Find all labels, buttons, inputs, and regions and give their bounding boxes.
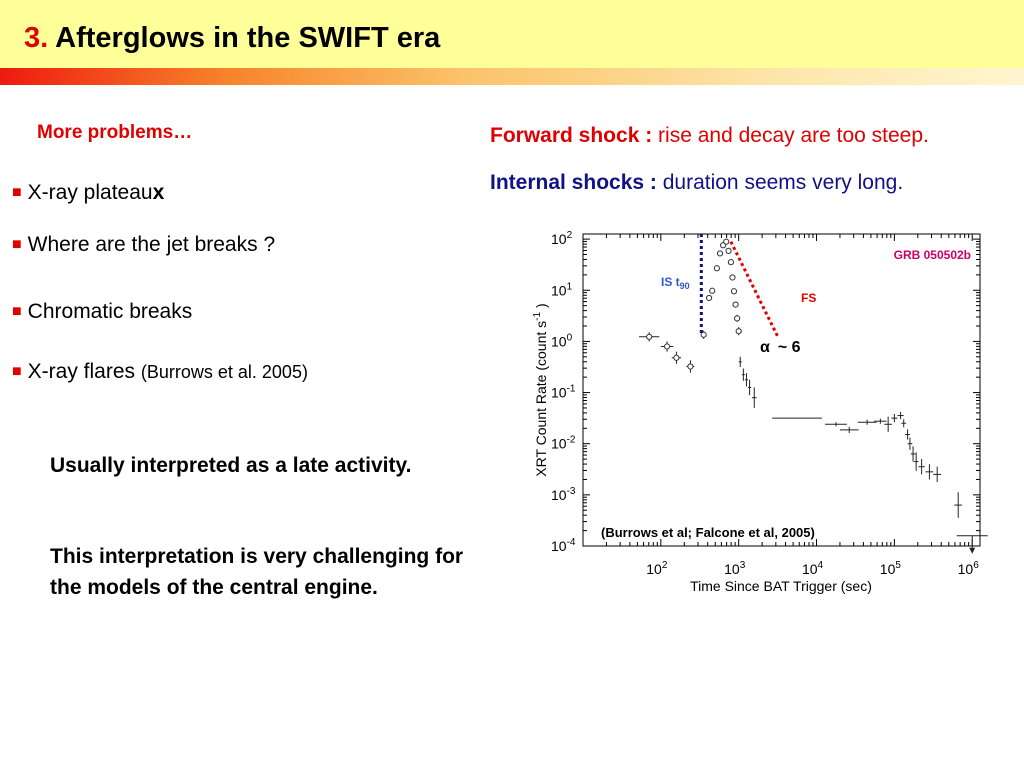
bullet-citation: (Burrows et al. 2005) xyxy=(140,362,308,382)
y-tick-label: $10^1$ xyxy=(551,281,573,299)
data-point xyxy=(905,429,910,439)
data-point xyxy=(897,412,903,419)
data-point-marker xyxy=(647,334,652,339)
data-point xyxy=(739,357,742,367)
forward-shock-label: Forward shock : xyxy=(490,124,653,147)
data-point xyxy=(908,438,913,450)
data-point-marker xyxy=(688,364,693,369)
data-point xyxy=(926,464,934,479)
data-point xyxy=(730,275,735,280)
upper-limit xyxy=(957,536,988,554)
bullet-bold-suffix: x xyxy=(152,181,165,204)
data-point xyxy=(710,288,715,293)
data-point-marker xyxy=(735,316,740,321)
data-point xyxy=(736,327,741,335)
x-tick-label: $10^5$ xyxy=(879,560,901,577)
internal-shocks-label: Internal shocks : xyxy=(490,171,657,194)
data-point xyxy=(672,352,681,364)
y-tick-label: $10^{-3}$ xyxy=(551,485,576,503)
data-point xyxy=(687,360,695,372)
forward-shock-text: rise and decay are too steep. xyxy=(652,124,929,147)
bullet-text: Where are the jet breaks ? xyxy=(27,233,276,256)
slide-number: 3. xyxy=(24,22,49,54)
x-axis-label: Time Since BAT Trigger (sec) xyxy=(690,578,872,594)
x-tick-label: $10^4$ xyxy=(801,560,824,577)
data-point xyxy=(748,380,751,395)
data-point-marker xyxy=(664,344,669,349)
is-label: IS $t_{90}$ xyxy=(661,275,690,291)
data-point-marker xyxy=(674,355,679,360)
data-point-marker xyxy=(714,266,719,271)
data-marks xyxy=(639,239,988,554)
data-point xyxy=(724,239,729,244)
slide-title-text: Afterglows in the SWIFT era xyxy=(55,22,441,54)
data-point xyxy=(858,420,877,425)
y-tick-label: $10^{-4}$ xyxy=(551,537,576,554)
data-point-marker xyxy=(730,275,735,280)
x-tick-label: $10^2$ xyxy=(646,560,668,577)
data-point-marker xyxy=(731,289,736,294)
data-point xyxy=(726,248,731,253)
data-point xyxy=(954,492,962,518)
y-axis-label: XRT Count Rate (count $s^{-1}$) xyxy=(532,303,549,477)
data-point-marker xyxy=(733,302,738,307)
x-tick-label: $10^3$ xyxy=(724,560,746,577)
plot-frame xyxy=(583,234,980,546)
data-point-marker xyxy=(710,288,715,293)
data-point xyxy=(728,260,733,265)
bullet-square-icon: ■ xyxy=(12,363,22,380)
data-point xyxy=(742,369,745,381)
interpretation-note: Usually interpreted as a late activity. xyxy=(50,454,412,477)
data-point-marker xyxy=(724,239,729,244)
bullet-text: X-ray flares xyxy=(27,360,141,383)
data-point xyxy=(717,251,722,256)
challenge-note: This interpretation is very challenging for the models of the central engine. xyxy=(50,545,464,599)
grb-label: GRB 050502b xyxy=(893,248,971,262)
internal-shocks-text: duration seems very long. xyxy=(656,171,904,194)
y-tick-label: $10^{-2}$ xyxy=(551,434,576,452)
bullet-text: X-ray plateau xyxy=(27,181,153,204)
data-point xyxy=(919,459,925,474)
data-point xyxy=(825,422,847,426)
data-point xyxy=(884,417,892,432)
bullet-square-icon: ■ xyxy=(12,236,22,253)
data-point xyxy=(745,373,748,386)
bullet-square-icon: ■ xyxy=(12,303,22,320)
data-point-marker xyxy=(707,295,712,300)
data-point xyxy=(933,467,941,482)
fs-decay-line xyxy=(731,242,778,337)
data-point xyxy=(735,315,740,322)
data-point xyxy=(733,302,738,308)
data-point-marker xyxy=(728,260,733,265)
data-point-marker xyxy=(726,248,731,253)
fs-label: FS xyxy=(801,291,817,305)
data-point xyxy=(752,387,757,407)
data-point-marker xyxy=(717,251,722,256)
data-point xyxy=(639,332,659,341)
x-tick-label: $10^6$ xyxy=(957,560,979,577)
data-point-marker xyxy=(736,329,741,334)
bullet-square-icon: ■ xyxy=(12,184,22,201)
data-point xyxy=(891,414,897,422)
y-tick-label: $10^{-1}$ xyxy=(551,383,576,401)
data-point xyxy=(714,266,719,271)
chart-citation: (Burrows et al; Falcone et al, 2005) xyxy=(601,525,815,540)
data-point xyxy=(914,452,919,470)
subheading: More problems… xyxy=(37,122,193,143)
data-point xyxy=(731,289,736,294)
data-point xyxy=(874,419,886,424)
data-point xyxy=(661,341,673,351)
bullet-text: Chromatic breaks xyxy=(27,300,193,323)
data-point xyxy=(911,446,916,461)
data-point xyxy=(901,419,906,427)
y-tick-label: $10^2$ xyxy=(551,230,573,248)
data-point xyxy=(840,427,859,433)
data-point xyxy=(707,295,712,300)
upper-limit-arrow xyxy=(969,548,975,554)
alpha-annotation: α ~ 6 xyxy=(760,339,801,356)
y-tick-label: $10^0$ xyxy=(551,332,573,350)
